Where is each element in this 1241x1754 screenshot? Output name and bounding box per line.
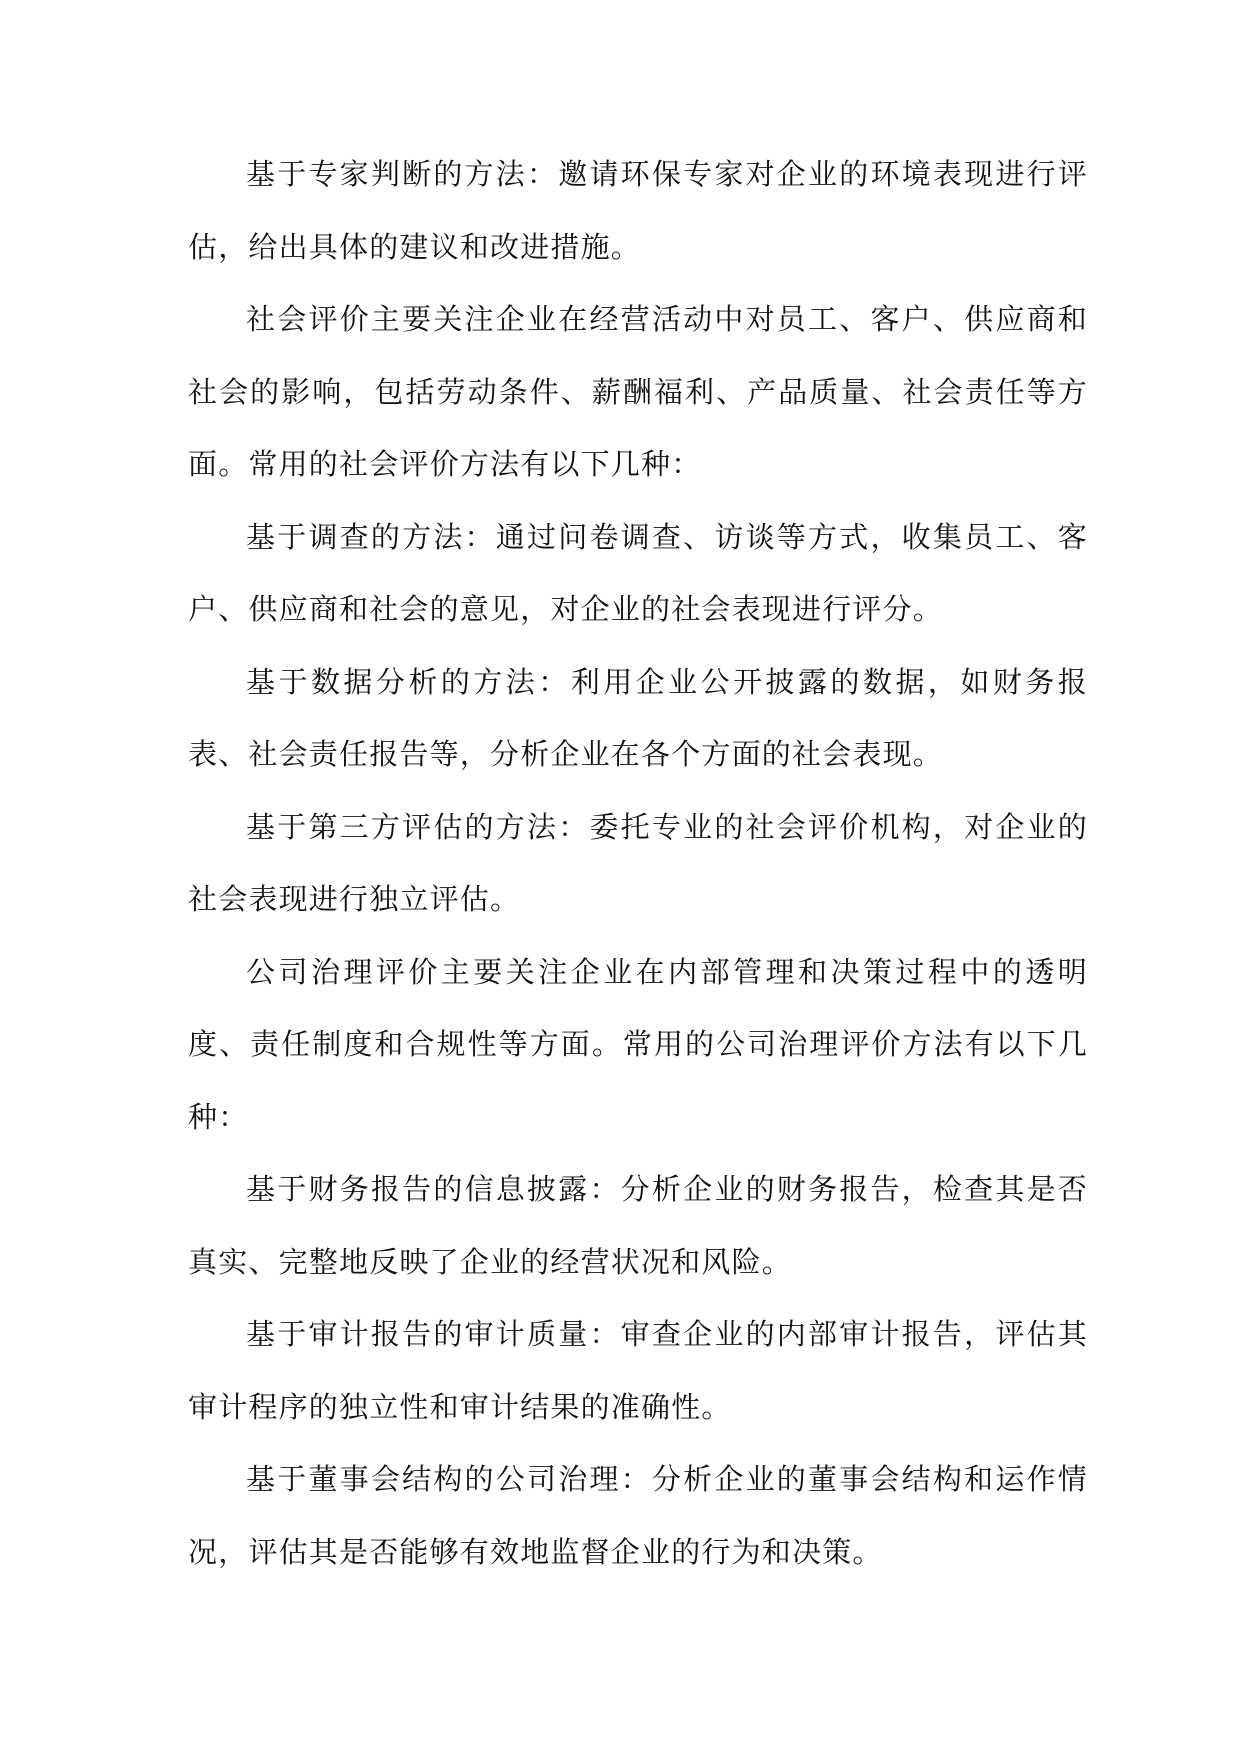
paragraph-survey-method: 基于调查的方法：通过问卷调查、访谈等方式，收集员工、客户、供应商和社会的意见，对企业的社会表现进行评分。: [188, 519, 1088, 626]
paragraph-board-structure: 基于董事会结构的公司治理：分析企业的董事会结构和运作情况，评估其是否能够有效地监督企业的行为和决策。: [188, 1462, 1088, 1569]
paragraph-expert-judgment: 基于专家判断的方法：邀请环保专家对企业的环境表现进行评估，给出具体的建议和改进措施。: [188, 157, 1088, 264]
paragraph-corporate-governance: 公司治理评价主要关注企业在内部管理和决策过程中的透明度、责任制度和合规性等方面。常用的公司治理评价方法有以下几种：: [188, 954, 1088, 1134]
paragraph-third-party-method: 基于第三方评估的方法：委托专业的社会评价机构，对企业的社会表现进行独立评估。: [188, 809, 1088, 916]
paragraph-social-evaluation: 社会评价主要关注企业在经营活动中对员工、客户、供应商和社会的影响，包括劳动条件、薪酬福利、产品质量、社会责任等方面。常用的社会评价方法有以下几种：: [188, 302, 1088, 481]
document-body: [188, 138, 1088, 1588]
paragraph-data-analysis-method: 基于数据分析的方法：利用企业公开披露的数据，如财务报表、社会责任报告等，分析企业在各个方面的社会表现。: [188, 664, 1088, 771]
paragraph-audit-quality: 基于审计报告的审计质量：审查企业的内部审计报告，评估其审计程序的独立性和审计结果的准确性。: [188, 1317, 1088, 1424]
paragraph-financial-disclosure: 基于财务报告的信息披露：分析企业的财务报告，检查其是否真实、完整地反映了企业的经营状况和风险。: [188, 1172, 1088, 1279]
